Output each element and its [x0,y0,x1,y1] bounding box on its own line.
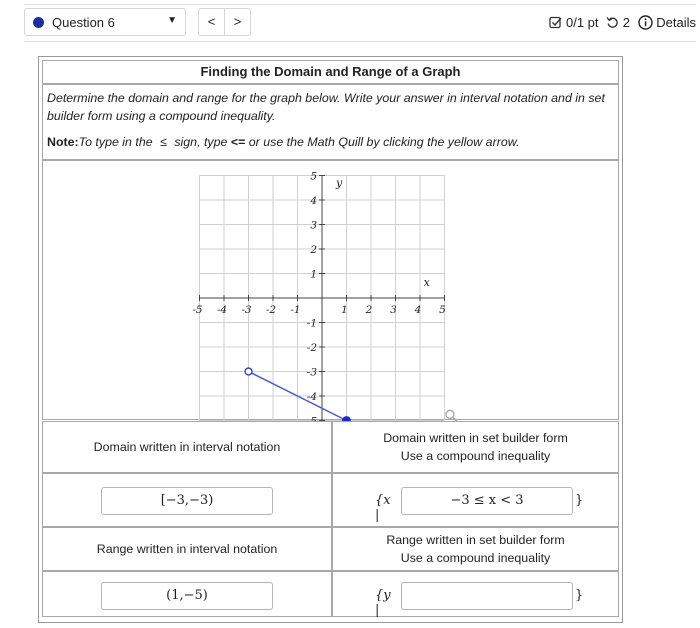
x-tick-label: 2 [365,304,373,316]
domain-set-prefix: {x | [375,493,391,523]
coordinate-graph [43,161,618,419]
graph-cell [42,160,619,420]
note-label: Note: [47,135,79,149]
domain-set-cell [332,473,619,527]
caret-down-icon: ▼ [167,15,177,26]
y-tick-label: 4 [310,195,317,207]
domain-set-label-line2: Use a compound inequality [400,449,551,463]
x-tick-label: -3 [241,304,252,316]
x-tick-label: 1 [341,304,348,316]
question-toolbar [24,4,696,42]
domain-interval-input[interactable]: [−3,−3) [101,487,273,515]
x-tick-label: -2 [265,304,277,316]
note-text-2: sign, type [174,135,228,149]
instructions-text: Determine the domain and range for the graph below. Write your answer in interval notation and in set builder form using a compound inequality. [47,91,605,123]
x-tick-label: -4 [216,304,228,316]
x-tick-label: 5 [439,304,446,316]
range-set-label-line1: Range written in set builder form [386,533,565,547]
score-value: 0/1 pt [565,15,599,31]
y-tick-label: -4 [306,391,317,403]
zoom-icon[interactable] [446,410,454,418]
question-select[interactable] [24,8,186,36]
x-tick-label: -1 [290,304,301,316]
question-table [38,56,623,623]
y-tick-label: -3 [306,366,317,379]
y-tick-label: 2 [310,244,317,256]
domain-set-input[interactable]: −3 ≤ x < 3 [401,487,573,515]
range-interval-label: Range written in interval notation [42,527,332,571]
attempts-count: 2 [622,15,630,31]
leq-symbol: ≤ [160,135,167,149]
note-line [47,135,614,149]
domain-set-suffix: } [575,493,584,508]
y-axis-label: y [336,176,343,190]
question-select-label: Question 6 [52,15,115,30]
y-tick-label: 3 [310,219,317,232]
range-set-cell [332,571,619,617]
domain-set-label-line1: Domain written in set builder form [383,431,568,445]
x-tick-label: 4 [414,304,422,316]
y-tick-label: 1 [310,268,317,281]
domain-interval-label: Domain written in interval notation [42,421,332,473]
open-endpoint [245,368,252,375]
y-tick-label: -1 [306,317,317,330]
domain-set-label [332,421,619,473]
range-set-suffix: } [575,588,584,603]
range-set-input[interactable] [401,582,573,610]
next-question-button[interactable]: > [224,8,251,36]
question-status-dot [33,17,44,28]
previous-question-button[interactable]: < [198,8,225,36]
score-area [549,14,696,30]
question-title: Finding the Domain and Range of a Graph [42,60,619,84]
x-axis-label: x [423,276,430,289]
y-tick-label: -2 [306,342,317,354]
range-set-label [332,527,619,571]
range-interval-cell [42,571,332,617]
details-link[interactable]: Details [656,15,696,31]
range-set-prefix: {y | [375,588,391,618]
checkbox-icon [549,16,562,29]
y-tick-label: 5 [310,170,317,183]
note-text-3: or use the Math Quill by clicking the yellow arrow. [248,135,520,149]
domain-interval-cell [42,473,332,527]
info-icon[interactable] [638,15,653,30]
instructions-cell [42,84,619,160]
note-code: <= [230,135,246,149]
x-tick-label: -5 [192,304,203,316]
x-tick-label: 3 [390,304,397,316]
retry-icon [606,16,619,29]
range-set-label-line2: Use a compound inequality [400,551,551,565]
note-text-1: To type in the [78,135,153,149]
range-interval-input[interactable]: (1,−5) [101,582,273,610]
